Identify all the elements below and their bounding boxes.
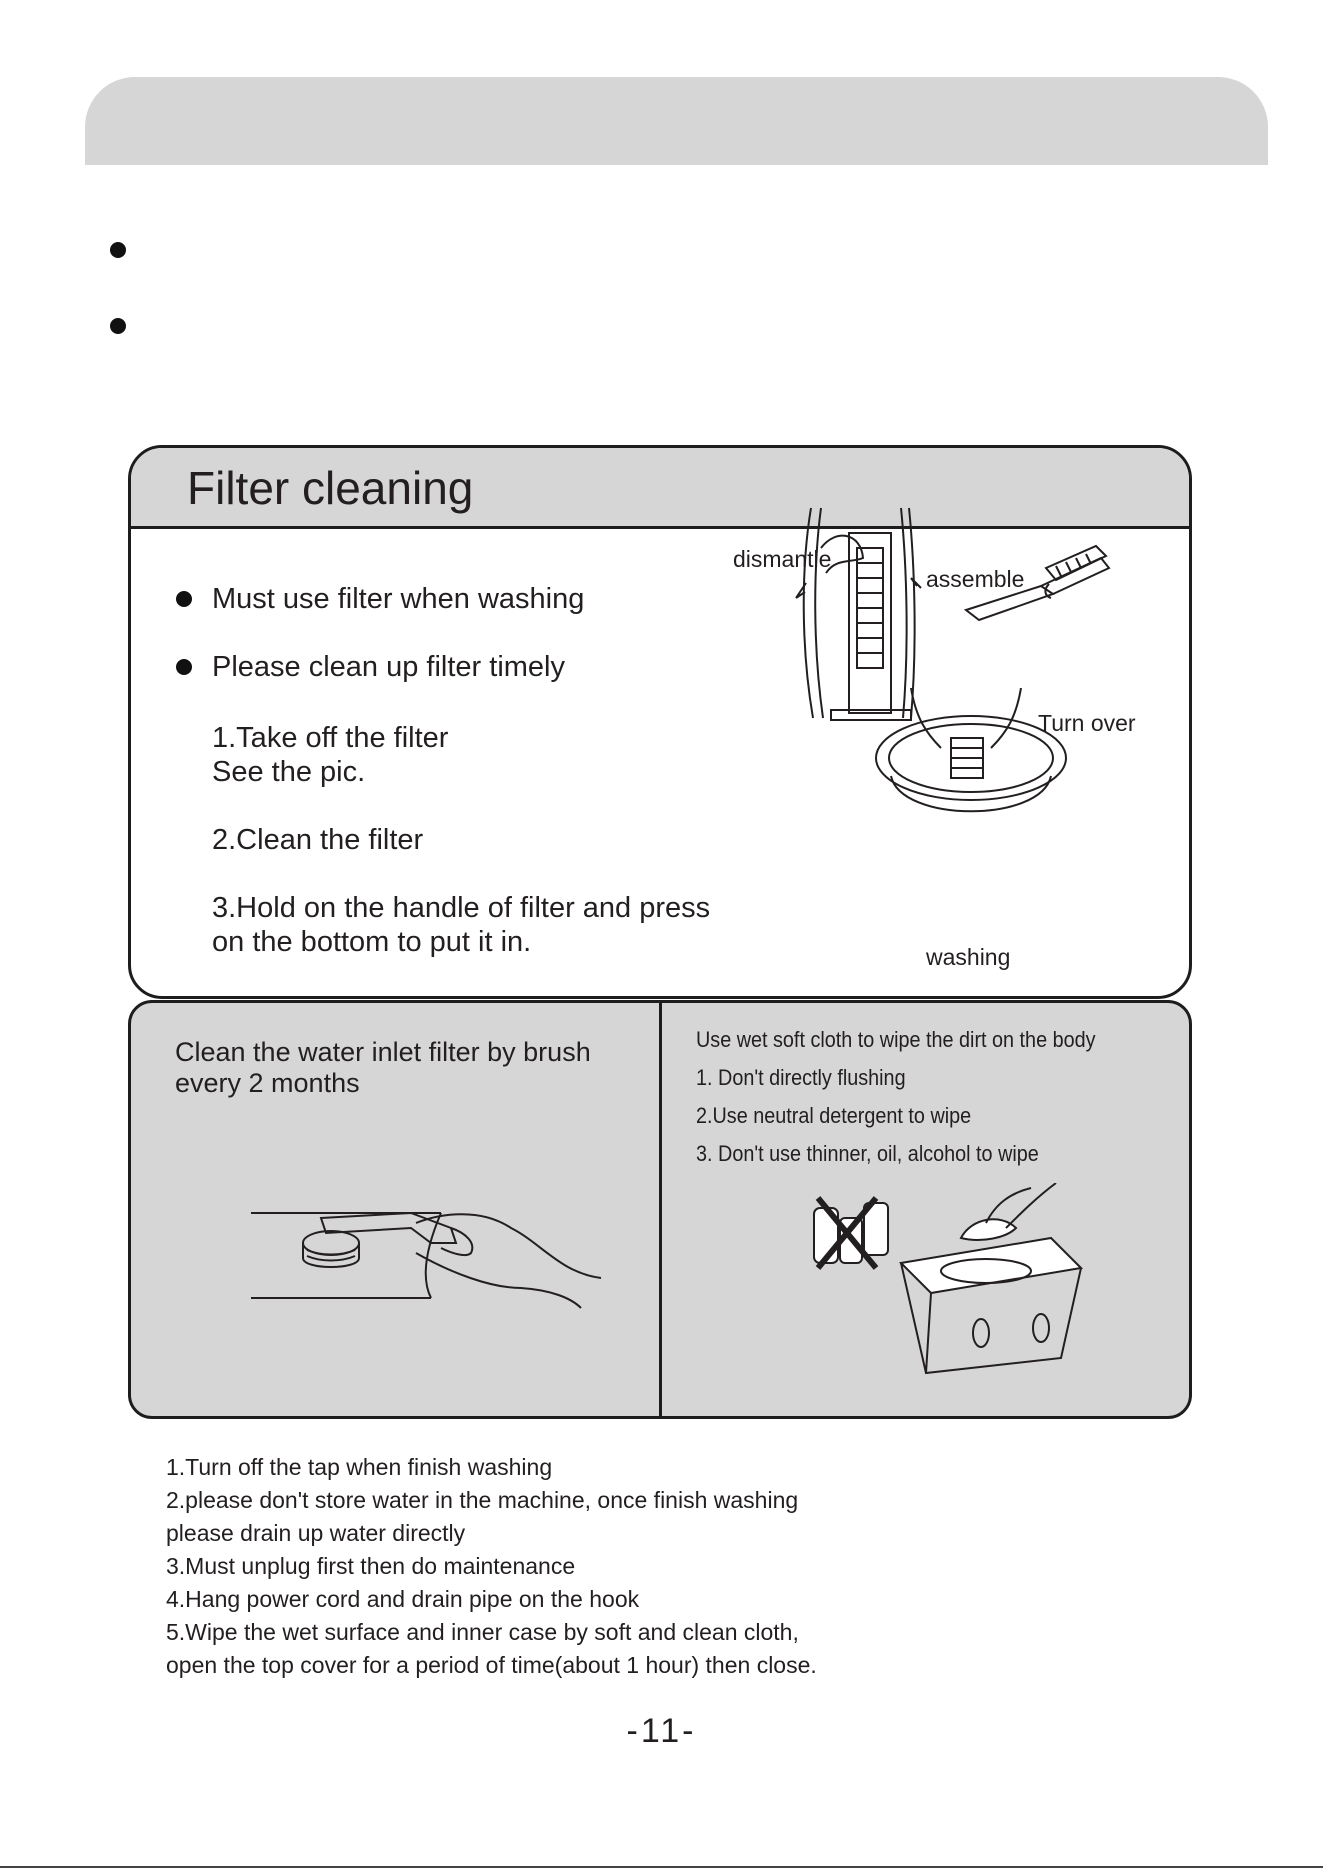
note-line: 4.Hang power cord and drain pipe on the hook [166, 1586, 640, 1612]
maintenance-panel [128, 1000, 1192, 1419]
note-line: 3.Must unplug first then do maintenance [166, 1553, 576, 1579]
turn-over-label: Turn over [1038, 710, 1136, 736]
wipe-machine-illustration [891, 1183, 1091, 1403]
step-text: 3.Hold on the handle of filter and press [212, 892, 711, 924]
point-text: Must use filter when washing [212, 583, 585, 615]
inlet-filter-text: every 2 months [175, 1068, 360, 1098]
note-line: 5.Wipe the wet surface and inner case by soft and clean cloth, [166, 1619, 799, 1645]
point-text: Please clean up filter timely [212, 651, 565, 683]
step-text: on the bottom to put it in. [212, 926, 532, 958]
bullet-dot [110, 318, 126, 334]
column-divider [659, 1003, 662, 1416]
brush-inlet-filter-illustration [251, 1198, 631, 1338]
washing-label: washing [926, 944, 1011, 970]
page-number: -11- [626, 1712, 697, 1750]
step-text: See the pic. [212, 756, 366, 788]
note-line: please drain up water directly [166, 1520, 466, 1546]
filter-title: Filter cleaning [187, 462, 474, 514]
assemble-label: assemble [926, 566, 1025, 592]
point-bullet [176, 591, 192, 607]
note-line: open the top cover for a period of time(about 1 hour) then close. [166, 1652, 817, 1678]
no-solvents-illustration [806, 1193, 896, 1273]
body-care-intro: Use wet soft cloth to wipe the dirt on the body [696, 1027, 1096, 1052]
bullet-dot [110, 242, 126, 258]
note-line: 1.Turn off the tap when finish washing [166, 1454, 553, 1480]
step-text: 2.Clean the filter [212, 824, 424, 856]
filter-cleaning-panel [128, 445, 1192, 999]
inlet-filter-text: Clean the water inlet filter by brush [175, 1037, 591, 1067]
bottom-rule [0, 1866, 1323, 1868]
body-care-item: 3. Don't use thinner, oil, alcohol to wipe [696, 1141, 1039, 1166]
step-text: 1.Take off the filter [212, 722, 449, 754]
dismantle-label: dismantle [733, 546, 832, 572]
body-care-item: 1. Don't directly flushing [696, 1065, 906, 1090]
point-bullet [176, 659, 192, 675]
filter-title-bar [131, 448, 1189, 529]
note-line: 2.please don't store water in the machine, once finish washing [166, 1487, 799, 1513]
section-header-bar [85, 77, 1268, 165]
body-care-item: 2.Use neutral detergent to wipe [696, 1103, 972, 1128]
